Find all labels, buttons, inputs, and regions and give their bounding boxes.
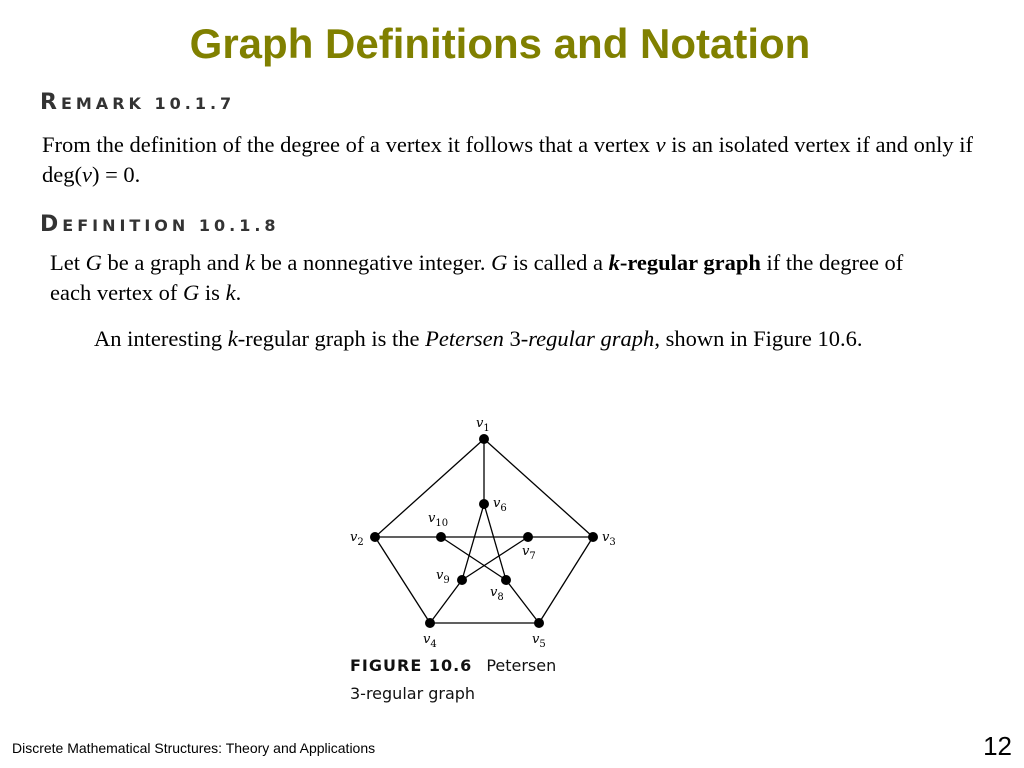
vertex-v6 [479,499,489,509]
definition-heading [40,212,280,237]
petersen-graph-figure [330,405,630,650]
vertex-label-v8: $v_8$ [490,585,504,603]
petersen-name: Petersen [425,326,504,351]
edge-v5-v8 [506,580,539,623]
regular-graph-term: regular graph [528,326,655,351]
remark-heading-initial: R [40,90,61,115]
text-part: is called a [507,250,609,275]
vertex-label-v6: $v_6$ [493,496,507,514]
slide-title: Graph Definitions and Notation [189,20,811,67]
vertex-label-v5: $v_5$ [532,632,546,650]
vertex-label-v3: $v_3$ [602,530,616,548]
term-k: k [608,250,620,275]
var-v: v [81,162,92,187]
var-g: G [183,280,200,305]
remark-text-part: is an isolated vertex if and only if deg( [42,132,973,187]
vertex-v9 [457,575,467,585]
vertex-label-v7: $v_7$ [522,544,536,562]
figure-label: FIGURE 10.6 [350,656,473,675]
vertex-v3 [588,532,598,542]
edge-v3-v5 [539,537,593,623]
figure-subtitle: 3-regular graph [350,684,476,703]
edge-v6-v8 [484,504,506,580]
edge-v6-v9 [462,504,484,580]
text-part: , shown in Figure 10.6. [654,326,863,351]
var-k: k [225,280,236,305]
vertex-v1 [479,434,489,444]
graph-edges [375,439,593,623]
text-part: be a nonnegative integer. [254,250,492,275]
edge-v2-v4 [375,537,430,623]
vertex-labels [350,416,616,650]
vertex-label-v1: $v_1$ [476,416,490,434]
slide-footer: Discrete Mathematical Structures: Theory and Applications [12,740,376,756]
remark-text-part: From the definition of the degree of a vertex it follows that a vertex [42,132,656,157]
definition-heading-text: EFINITION 10.1.8 [62,216,280,235]
var-k: k [244,250,255,275]
definition-paragraph-1 [50,248,930,308]
figure-caption [350,652,556,708]
remark-heading-text: EMARK 10.1.7 [60,94,236,113]
page-number: 12 [983,731,1012,761]
definition-heading-initial: D [40,212,63,237]
definition-paragraph-2 [50,324,930,354]
figure-caption-line-1 [350,652,556,680]
text-part: be a graph and [101,250,245,275]
edge-v4-v9 [430,580,462,623]
vertex-v5 [534,618,544,628]
vertex-label-v9: $v_9$ [436,568,450,586]
edge-v1-v3 [484,439,593,537]
text-part: 3- [503,326,529,351]
term-regular-graph: -regular graph [619,250,761,275]
text-part: . [235,280,242,305]
remark-text-part: ) = 0. [91,162,141,187]
var-g: G [491,250,508,275]
figure-title: Petersen [486,656,557,675]
vertex-label-v2: $v_2$ [350,530,364,548]
var-k: k [227,326,238,351]
vertex-label-v10: $v_{10}$ [428,511,449,529]
vertex-v10 [436,532,446,542]
remark-heading [40,90,235,115]
var-v: v [655,132,666,157]
vertex-v7 [523,532,533,542]
text-part: An interesting [94,326,228,351]
vertex-v4 [425,618,435,628]
text-part: is [199,280,226,305]
text-part: -regular graph is the [237,326,426,351]
text-part: Let [50,250,86,275]
var-g: G [85,250,102,275]
vertex-label-v4: $v_4$ [423,632,437,650]
remark-text [42,130,1002,190]
vertex-v2 [370,532,380,542]
text-part: if the degree of each vertex of [50,250,904,305]
edge-v10-v8 [441,537,506,580]
vertex-v8 [501,575,511,585]
